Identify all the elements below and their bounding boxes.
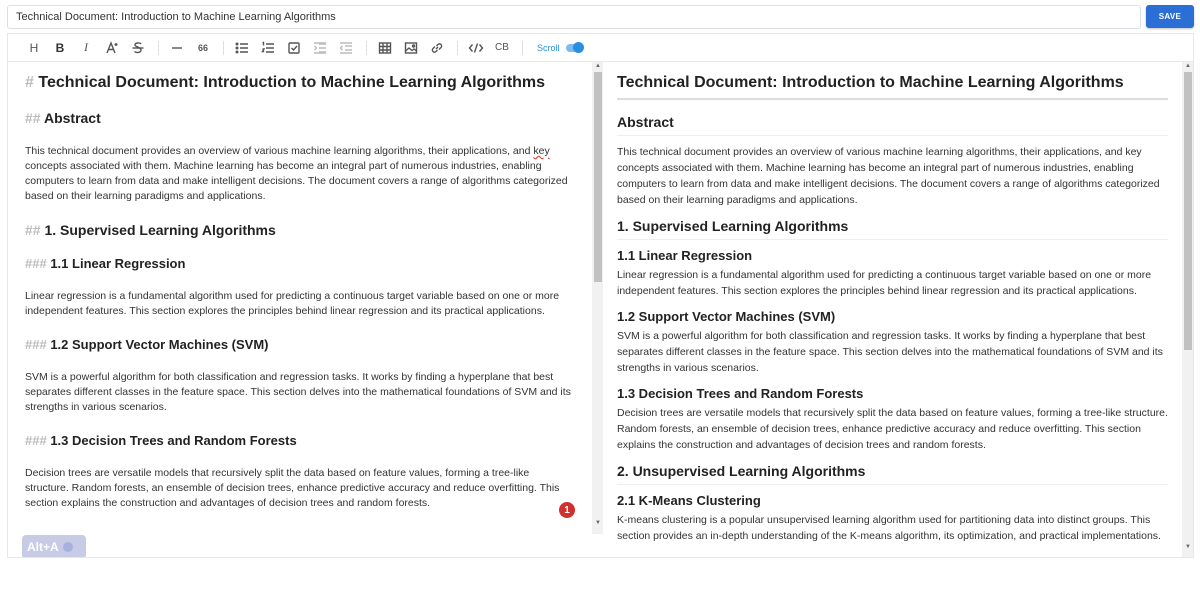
preview-svm-text: SVM is a powerful algorithm for both classification and regression tasks. It works by finding a hyperplane that best separates different classes in the feature space. This section delves into the mathematical foundations of SVM and its strengths in various scenarios. xyxy=(617,330,1163,374)
preview-scroll-thumb[interactable] xyxy=(1184,72,1192,350)
font-color-icon[interactable] xyxy=(102,38,122,58)
editor-trees-text: Decision trees are versatile models that recursively split the data based on feature values, forming a tree-like structure. Random forests, an ensemble of decision trees, enhance predictive accuracy and reduce overfitting. This section explains the construction and advantages of decision trees and random forests. xyxy=(25,467,560,509)
horizontal-rule-icon[interactable] xyxy=(167,38,187,58)
section1-heading: 1. Supervised Learning Algorithms xyxy=(44,222,276,238)
code-block-button[interactable]: CB xyxy=(495,42,509,53)
abstract-text-part: concepts associated with them. Machine learning has become an integral part of numerous industries, enabling computers to learn from data and make intelligent decisions. The document covers a range of algorithms categorized based on their learning paradigms and applications. xyxy=(25,160,568,202)
preview-abstract-text: This technical document provides an overview of various machine learning algorithms, their applications, and key concepts associated with them. Machine learning has become an integral part of numerous industries, enabling computers to learn from data and make intelligent decisions. The document covers a range of algorithms categorized based on their learning paradigms and applications. xyxy=(617,146,1160,206)
chevron-icon xyxy=(63,542,73,552)
checkbox-list-icon[interactable] xyxy=(284,38,304,58)
h3-marker: ### xyxy=(25,433,47,448)
bullet-list-icon[interactable] xyxy=(232,38,252,58)
scroll-down-icon[interactable]: ▼ xyxy=(595,520,601,526)
section12-heading: 1.2 Support Vector Machines (SVM) xyxy=(50,337,269,352)
editor-toolbar xyxy=(7,33,1194,62)
link-icon[interactable] xyxy=(427,38,447,58)
shortcut-hint-text: Alt+A xyxy=(27,540,59,554)
preview-scrollbar[interactable] xyxy=(1182,62,1194,558)
scroll-up-icon[interactable]: ▲ xyxy=(1185,63,1191,69)
editor-h1 xyxy=(25,74,573,92)
markdown-editor[interactable] xyxy=(7,62,603,558)
preview-h3-svm: 1.2 Support Vector Machines (SVM) xyxy=(617,309,836,324)
preview-linear-text: Linear regression is a fundamental algorithm used for predicting a continuous target variable based on one or more independent features. This section explores the principles behind linear regression and its practical applications. xyxy=(617,269,1152,297)
editor-content[interactable] xyxy=(25,74,573,529)
preview-h3-trees: 1.3 Decision Trees and Random Forests xyxy=(617,386,864,401)
scroll-sync-toggle[interactable] xyxy=(566,44,582,52)
editor-scrollbar[interactable] xyxy=(592,62,603,534)
table-icon[interactable] xyxy=(375,38,395,58)
bold-button[interactable]: B xyxy=(55,40,65,55)
image-icon[interactable] xyxy=(401,38,421,58)
h1-marker: # xyxy=(25,74,34,91)
preview-h1: Technical Document: Introduction to Machine Learning Algorithms xyxy=(617,74,1168,100)
toolbar-divider xyxy=(158,41,159,55)
toolbar-divider xyxy=(457,41,458,55)
toolbar-divider xyxy=(223,41,224,55)
save-button[interactable]: SAVE xyxy=(1146,5,1194,28)
preview-h3-kmeans: 2.1 K-Means Clustering xyxy=(617,493,761,508)
toolbar-divider xyxy=(366,41,367,55)
section13-heading: 1.3 Decision Trees and Random Forests xyxy=(50,433,297,448)
preview-h2-section1: 1. Supervised Learning Algorithms xyxy=(617,218,1168,240)
editor-abstract-text xyxy=(25,144,573,204)
preview-kmeans-text: K-means clustering is a popular unsupervised learning algorithm used for partitioning data into distinct groups. This section provides an in-depth understanding of the K-means algorithm, its optimization, and practical implementations. xyxy=(617,514,1161,542)
shortcut-hint-badge[interactable] xyxy=(22,535,86,558)
editor-h3-svm xyxy=(25,337,573,352)
indent-icon[interactable] xyxy=(310,38,330,58)
scroll-sync-label: Scroll xyxy=(537,42,560,53)
outdent-icon[interactable] xyxy=(336,38,356,58)
document-title-input[interactable] xyxy=(7,5,1141,29)
preview-h2-section2: 2. Unsupervised Learning Algorithms xyxy=(617,463,1168,485)
editor-scroll-thumb[interactable] xyxy=(594,72,602,282)
editor-h3-trees xyxy=(25,433,573,448)
scroll-up-icon[interactable]: ▲ xyxy=(595,63,601,69)
editor-h2-abstract xyxy=(25,110,573,126)
preview-h2-abstract: Abstract xyxy=(617,114,1168,136)
heading-button[interactable]: H xyxy=(29,40,39,55)
scroll-down-icon[interactable]: ▼ xyxy=(1185,544,1191,550)
toggle-knob xyxy=(573,42,584,53)
editor-linear-text: Linear regression is a fundamental algorithm used for predicting a continuous target variable based on one or more independent features. This section explores the principles behind linear regression and its practical applications. xyxy=(25,290,560,317)
misspelled-word[interactable]: key xyxy=(533,145,550,157)
toolbar-divider xyxy=(522,41,523,55)
italic-button[interactable]: I xyxy=(84,40,88,54)
preview-h3-linear: 1.1 Linear Regression xyxy=(617,248,753,263)
quote-button[interactable]: 66 xyxy=(197,42,208,53)
abstract-text-part: This technical document provides an overview of various machine learning algorithms, their applications, and xyxy=(25,145,534,157)
h2-marker: ## xyxy=(25,222,41,238)
h3-marker: ### xyxy=(25,337,47,352)
preview-trees-text: Decision trees are versatile models that recursively split the data based on feature values, forming a tree-like structure. Random forests, an ensemble of decision trees, enhance predictive accuracy and reduce overfitting. This section explains the construction and advantages of decision trees and random forests. xyxy=(617,407,1168,451)
h2-marker: ## xyxy=(25,110,41,126)
abstract-heading: Abstract xyxy=(43,110,101,126)
section11-heading: 1.1 Linear Regression xyxy=(50,256,186,271)
strikethrough-icon[interactable] xyxy=(128,38,148,58)
editor-h2-section1 xyxy=(25,222,573,238)
title-bar xyxy=(0,0,1200,33)
ordered-list-icon[interactable] xyxy=(258,38,278,58)
grammar-check-badge[interactable]: 1 xyxy=(559,502,575,518)
editor-svm-text: SVM is a powerful algorithm for both classification and regression tasks. It works by finding a hyperplane that best separates different classes in the feature space. This section delves into the mathematical foundations of SVM and its strengths in various scenarios. xyxy=(25,371,571,413)
editor-title: Technical Document: Introduction to Machine Learning Algorithms xyxy=(38,74,546,91)
markdown-preview xyxy=(603,62,1194,558)
h3-marker: ### xyxy=(25,256,47,271)
inline-code-icon[interactable] xyxy=(466,38,486,58)
editor-h3-linear xyxy=(25,256,573,271)
preview-content xyxy=(617,74,1168,554)
